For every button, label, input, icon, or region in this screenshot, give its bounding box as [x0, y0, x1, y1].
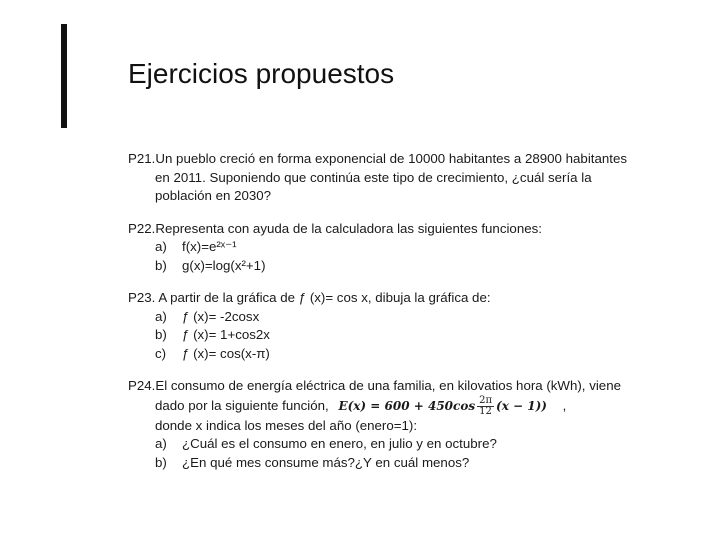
formula-denominator: 12 — [479, 405, 492, 417]
item-label: b) — [155, 327, 167, 342]
item-text: f(x)=e²ˣ⁻¹ — [182, 239, 237, 254]
item-label: a) — [155, 436, 167, 451]
item-text: ƒ (x)= cos(x-π) — [182, 345, 270, 361]
item-label: a) — [155, 308, 167, 324]
formula-numerator: 2π — [479, 394, 493, 406]
exercise-list — [128, 150, 663, 486]
exercise-p22 — [128, 220, 663, 276]
item-text: ¿En qué mes consume más?¿Y en cuál menos? — [182, 454, 470, 470]
exercise-p23 — [128, 289, 663, 363]
page-title: Ejercicios propuestos — [128, 58, 395, 89]
p21-line3: población en 2030? — [155, 188, 272, 203]
p23-item-c — [128, 345, 663, 364]
p22-intro: P22.Representa con ayuda de la calculadora las siguientes funciones: — [128, 220, 542, 236]
item-text: ƒ (x)= 1+cos2x — [182, 327, 270, 342]
p23-intro: P23. A partir de la gráfica de ƒ (x)= cos x, dibuja la gráfica de: — [128, 290, 491, 305]
p24-item-a — [128, 435, 663, 454]
formula-fraction — [477, 396, 494, 417]
p24-line2-text: dado por la siguiente función, — [155, 397, 329, 413]
p24-line1: P24.El consumo de energía eléctrica de una familia, en kilovatios hora (kWh), viene — [128, 378, 621, 393]
item-label: b) — [155, 257, 167, 273]
p23-item-b — [128, 326, 663, 345]
formula-trailing-comma: , — [562, 397, 567, 413]
exercise-p21 — [128, 150, 663, 206]
p24-item-b — [128, 454, 663, 473]
item-text: g(x)=log(x²+1) — [182, 257, 266, 273]
energy-formula — [338, 396, 547, 417]
accent-bar — [61, 24, 67, 128]
p24-line3: donde x indica los meses del año (enero=1): — [155, 417, 418, 433]
p21-line2: en 2011. Suponiendo que continúa este tipo de crecimiento, ¿cuál sería la — [155, 169, 592, 185]
item-label: c) — [155, 345, 167, 361]
item-text: ¿Cuál es el consumo en enero, en julio y en octubre? — [182, 436, 497, 451]
formula-right: (x − 1)) — [496, 398, 547, 413]
p22-item-b — [128, 257, 663, 276]
p23-item-a — [128, 308, 663, 327]
exercise-p24 — [128, 377, 663, 472]
item-text: ƒ (x)= -2cosx — [182, 308, 260, 324]
item-label: b) — [155, 454, 167, 470]
item-label: a) — [155, 239, 167, 254]
formula-left: E(x) = 600 + 450cos — [338, 398, 476, 413]
p21-line1: P21.Un pueblo creció en forma exponencial de 10000 habitantes a 28900 habitantes — [128, 151, 627, 166]
p22-item-a — [128, 238, 663, 257]
p24-line2 — [128, 396, 663, 417]
